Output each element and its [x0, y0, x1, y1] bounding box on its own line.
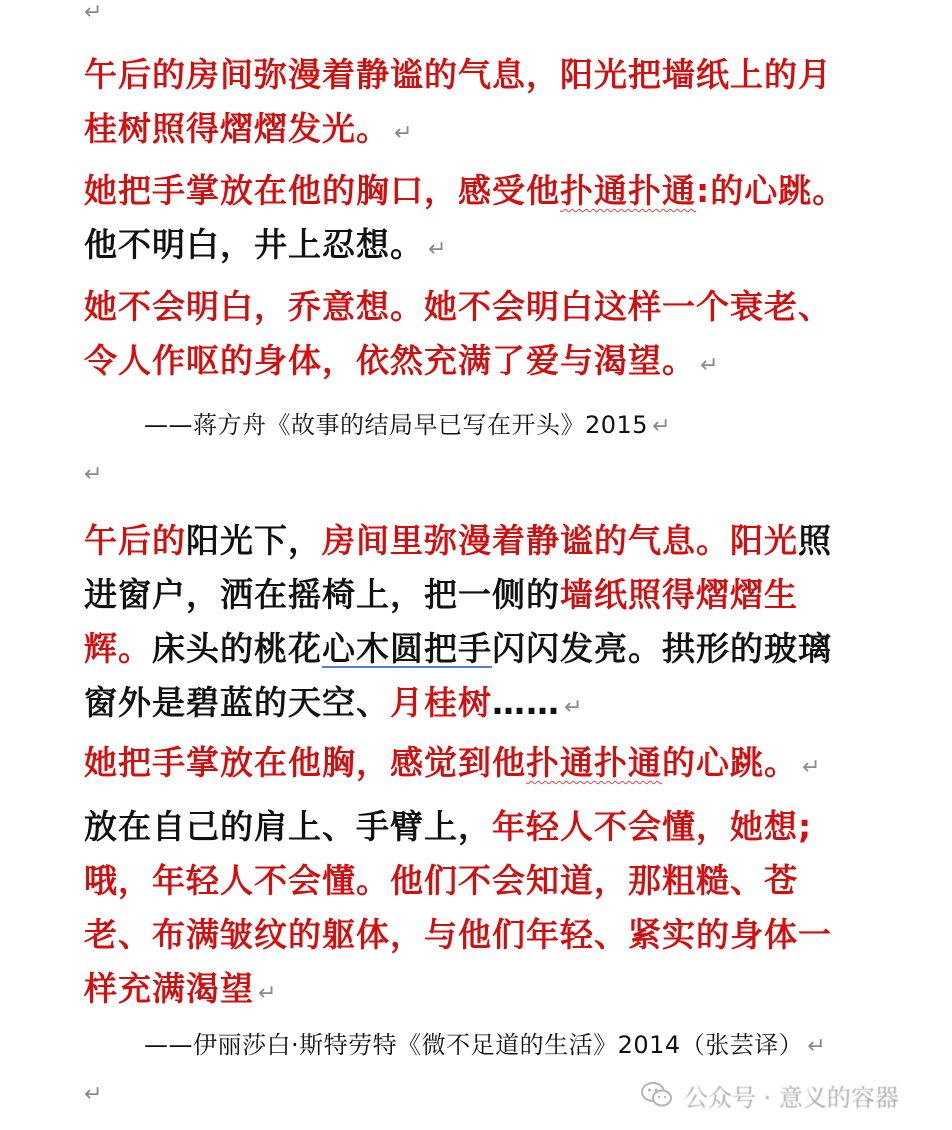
wechat-icon — [640, 1078, 674, 1112]
paragraph-mark: ↵ — [84, 462, 103, 487]
paragraph-6 — [84, 800, 864, 1021]
paragraph-6-seg1: 放在自己的肩上、手臂上， — [84, 807, 492, 846]
paragraph-2-seg1: 她把手掌放在他的胸口，感受他 — [84, 171, 560, 210]
paragraph-2 — [84, 164, 864, 277]
paragraph-5-seg3: 的心跳。 — [662, 743, 798, 782]
paragraph-4-seg6: 床头的桃花 — [152, 629, 322, 668]
paragraph-4-seg8: 闪闪发亮。拱形的玻璃窗外是碧蓝的天空、 — [84, 629, 832, 722]
paragraph-5-seg1: 她把手掌放在他胸，感觉到他 — [84, 743, 526, 782]
paragraph-5-seg2: 扑通扑通 — [526, 743, 662, 782]
citation-2 — [144, 1028, 826, 1064]
paragraph-2-seg2: 扑通扑通 — [560, 171, 696, 210]
paragraph-4 — [84, 514, 864, 735]
citation-2-text: ——伊丽莎白·斯特劳特《微不足道的生活》2014（张芸译） — [144, 1031, 804, 1059]
paragraph-4-seg1: 午后的 — [84, 521, 186, 560]
paragraph-1-text: 午后的房间弥漫着静谧的气息，阳光把墙纸上的月桂树照得熠熠发光。 — [84, 55, 832, 148]
paragraph-mark: ↵ — [700, 353, 720, 378]
watermark — [640, 1070, 940, 1120]
paragraph-mark: ↵ — [394, 121, 414, 146]
paragraph-mark: ↵ — [84, 1082, 103, 1107]
paragraph-6-seg2: 年轻人不会懂，她想;哦，年轻人不会懂。他们不会知道，那粗糙、苍老、布满皱纹的躯体，与他们年轻、紧实的身体一样充满渴望 — [84, 807, 832, 1008]
paragraph-4-seg10: …… — [492, 683, 560, 722]
paragraph-mark: ↵ — [652, 414, 672, 439]
paragraph-mark: ↵ — [84, 0, 103, 25]
paragraph-2-seg3: :的心跳。 — [696, 171, 847, 210]
paragraph-mark: ↵ — [807, 1034, 827, 1059]
citation-1-text: ——蒋方舟《故事的结局早已写在开头》2015 — [144, 411, 649, 439]
paragraph-4-seg5: 墙纸照得熠熠生辉。 — [84, 575, 798, 668]
paragraph-5 — [84, 736, 864, 795]
paragraph-mark: ↵ — [258, 981, 278, 1006]
citation-1 — [144, 408, 671, 444]
paragraph-3-text: 她不会明白，乔意想。她不会明白这样一个衰老、令人作呕的身体，依然充满了爱与渴望。 — [84, 287, 832, 380]
paragraph-2-seg4: 他不明白，井上忍想。 — [84, 225, 424, 264]
paragraph-mark: ↵ — [428, 237, 448, 262]
paragraph-4-seg2: 阳光下， — [186, 521, 322, 560]
paragraph-4-seg7: 心木圆把手 — [322, 629, 492, 668]
watermark-text: 公众号 · 意义的容器 — [684, 1083, 899, 1112]
paragraph-4-seg3: 房间里弥漫着静谧的气息。阳光 — [322, 521, 798, 560]
paragraph-4-seg9: 月桂树 — [390, 683, 492, 722]
paragraph-1 — [84, 48, 864, 161]
paragraph-mark: ↵ — [802, 755, 822, 780]
paragraph-3 — [84, 280, 864, 393]
paragraph-mark: ↵ — [564, 695, 584, 720]
paragraph-4-seg4: 照进窗户，洒在摇椅上，把一侧的 — [84, 521, 832, 614]
